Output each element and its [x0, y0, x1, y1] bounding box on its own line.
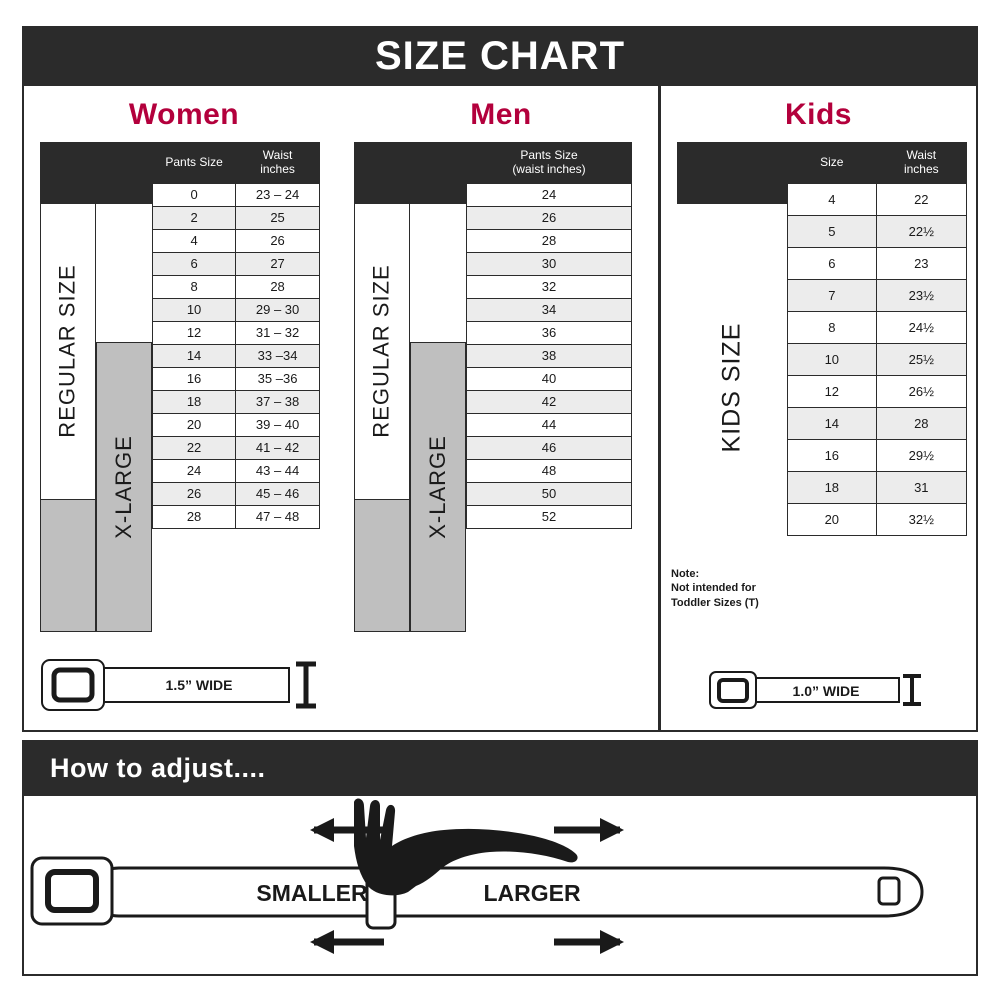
table-row [467, 459, 632, 482]
cell-waist: 35 –36 [236, 367, 320, 390]
cell-size: 18 [153, 390, 236, 413]
kids-note [671, 567, 759, 610]
table-row [153, 183, 320, 206]
cell-size: 50 [467, 482, 632, 505]
cell-waist: 33 –34 [236, 344, 320, 367]
cell-waist: 37 – 38 [236, 390, 320, 413]
table-row [153, 298, 320, 321]
cell-size: 26 [467, 206, 632, 229]
cell-waist: 28 [876, 407, 966, 439]
women-belt-graphic [24, 650, 344, 720]
cell-size: 6 [153, 252, 236, 275]
cell-size: 14 [788, 407, 877, 439]
cell-waist: 23 – 24 [236, 183, 320, 206]
cell-waist: 26 [236, 229, 320, 252]
cell-size: 42 [467, 390, 632, 413]
cell-size: 20 [788, 503, 877, 535]
cell-size: 38 [467, 344, 632, 367]
men-col-pants-line2: (waist inches) [512, 161, 586, 176]
men-regular-size-band [354, 202, 410, 500]
table-row [153, 459, 320, 482]
women-belt-width-label: 1.5” WIDE [165, 677, 233, 693]
belt-end-hole [879, 878, 899, 904]
cell-size: 40 [467, 367, 632, 390]
table-row [788, 215, 967, 247]
table-row [467, 344, 632, 367]
cell-size: 46 [467, 436, 632, 459]
kids-col-waist [876, 143, 966, 184]
table-row [467, 436, 632, 459]
cell-waist: 29½ [876, 439, 966, 471]
page-title: SIZE CHART [375, 33, 625, 78]
arrow-larger-top [554, 818, 624, 842]
size-tables-panel [22, 86, 978, 732]
cell-size: 6 [788, 247, 877, 279]
cell-size: 24 [153, 459, 236, 482]
cell-size: 34 [467, 298, 632, 321]
men-xlarge-label: X-LARGE [425, 435, 450, 539]
cell-size: 48 [467, 459, 632, 482]
kids-col-size: Size [788, 143, 877, 184]
men-table-header-row [467, 143, 632, 184]
kids-belt-width-label: 1.0” WIDE [792, 683, 859, 699]
cell-size: 8 [788, 311, 877, 343]
cell-waist: 22 [876, 183, 966, 215]
women-regular-size-band [40, 202, 96, 500]
table-row [788, 407, 967, 439]
cell-size: 28 [153, 505, 236, 528]
kids-col-waist-line1: Waist [906, 148, 937, 162]
table-row [467, 482, 632, 505]
cell-size: 0 [153, 183, 236, 206]
table-row [153, 482, 320, 505]
table-row [467, 229, 632, 252]
women-col-waist-line2: inches [260, 161, 295, 176]
table-row [467, 390, 632, 413]
table-row [467, 183, 632, 206]
cell-size: 4 [153, 229, 236, 252]
cell-size: 44 [467, 413, 632, 436]
women-header-filler [40, 142, 154, 204]
table-row [153, 367, 320, 390]
cell-size: 36 [467, 321, 632, 344]
kids-size-band [677, 142, 787, 632]
table-row [153, 206, 320, 229]
men-size-table [466, 142, 632, 529]
cell-size: 24 [467, 183, 632, 206]
kids-heading: Kids [784, 98, 852, 131]
table-row [153, 413, 320, 436]
table-row [788, 279, 967, 311]
cell-waist: 32½ [876, 503, 966, 535]
table-row [467, 206, 632, 229]
men-table-body [467, 183, 632, 528]
cell-waist: 43 – 44 [236, 459, 320, 482]
cell-size: 4 [788, 183, 877, 215]
table-row [153, 505, 320, 528]
cell-size: 22 [153, 436, 236, 459]
women-col-waist [236, 143, 320, 184]
cell-waist: 41 – 42 [236, 436, 320, 459]
kids-size-label: KIDS SIZE [717, 322, 746, 452]
smaller-label: SMALLER [256, 880, 368, 906]
how-to-adjust-bar [22, 740, 978, 796]
adjust-diagram [24, 796, 976, 972]
women-size-table [152, 142, 320, 529]
arrow-larger-bottom [554, 930, 624, 954]
cell-size: 7 [788, 279, 877, 311]
cell-waist: 24½ [876, 311, 966, 343]
women-table-body [153, 183, 320, 528]
cell-size: 12 [153, 321, 236, 344]
women-regular-size-label: REGULAR SIZE [55, 264, 80, 438]
kids-table-body [788, 183, 967, 535]
table-row [467, 298, 632, 321]
cell-size: 14 [153, 344, 236, 367]
cell-waist: 25½ [876, 343, 966, 375]
cell-size: 2 [153, 206, 236, 229]
women-xlarge-band [96, 342, 152, 632]
table-row [467, 413, 632, 436]
kids-header-filler [677, 142, 789, 204]
women-heading: Women [128, 98, 240, 131]
table-row [467, 275, 632, 298]
table-row [788, 183, 967, 215]
men-xlarge-backdrop [354, 500, 410, 632]
table-row [788, 471, 967, 503]
women-xlarge-backdrop [40, 500, 96, 632]
table-row [788, 375, 967, 407]
belt-1-5-inch-icon [34, 650, 334, 720]
men-xlarge-band [410, 342, 466, 632]
table-row [788, 247, 967, 279]
cell-size: 5 [788, 215, 877, 247]
women-column [24, 86, 344, 730]
cell-waist: 27 [236, 252, 320, 275]
cell-size: 26 [153, 482, 236, 505]
cell-waist: 29 – 30 [236, 298, 320, 321]
cell-waist: 31 [876, 471, 966, 503]
cell-waist: 47 – 48 [236, 505, 320, 528]
women-table-header-row [153, 143, 320, 184]
table-row [467, 367, 632, 390]
cell-size: 16 [153, 367, 236, 390]
women-col-waist-line1: Waist [262, 148, 293, 162]
cell-size: 20 [153, 413, 236, 436]
table-row [788, 439, 967, 471]
larger-label: LARGER [483, 880, 581, 906]
cell-size: 32 [467, 275, 632, 298]
cell-size: 12 [788, 375, 877, 407]
men-heading: Men [470, 98, 532, 131]
kids-column [658, 86, 976, 730]
arrow-smaller-bottom [310, 930, 384, 954]
cell-size: 10 [788, 343, 877, 375]
cell-waist: 23½ [876, 279, 966, 311]
kids-belt-graphic [661, 660, 976, 720]
table-row [153, 321, 320, 344]
cell-size: 10 [153, 298, 236, 321]
cell-waist: 39 – 40 [236, 413, 320, 436]
buckle-inner [48, 872, 96, 910]
table-row [788, 343, 967, 375]
kids-note-line3: Toddler Sizes (T) [671, 596, 759, 609]
women-xlarge-label: X-LARGE [111, 435, 136, 539]
kids-col-waist-line2: inches [903, 161, 939, 176]
kids-size-table [787, 142, 967, 536]
kids-table-header-row [788, 143, 967, 184]
cell-waist: 22½ [876, 215, 966, 247]
cell-waist: 45 – 46 [236, 482, 320, 505]
kids-note-line1: Note: [671, 568, 700, 581]
table-row [153, 275, 320, 298]
table-row [467, 321, 632, 344]
cell-size: 30 [467, 252, 632, 275]
table-row [788, 503, 967, 535]
cell-waist: 26½ [876, 375, 966, 407]
cell-size: 16 [788, 439, 877, 471]
men-regular-size-label: REGULAR SIZE [369, 264, 394, 438]
cell-size: 18 [788, 471, 877, 503]
cell-waist: 31 – 32 [236, 321, 320, 344]
table-row [153, 252, 320, 275]
page-title-bar [22, 26, 978, 86]
cell-size: 8 [153, 275, 236, 298]
table-row [467, 505, 632, 528]
men-col-pants-line1: Pants Size [520, 148, 578, 162]
how-to-adjust-title: How to adjust.... [50, 752, 266, 783]
men-col-pants-size [467, 143, 632, 184]
cell-waist: 28 [236, 275, 320, 298]
men-header-filler [354, 142, 468, 204]
belt-1-0-inch-icon [704, 660, 934, 720]
how-to-adjust-panel [22, 796, 978, 976]
men-column [344, 86, 658, 730]
table-row [153, 390, 320, 413]
cell-waist: 25 [236, 206, 320, 229]
table-row [153, 229, 320, 252]
kids-note-line2: Not intended for [671, 582, 756, 595]
table-row [788, 311, 967, 343]
cell-waist: 23 [876, 247, 966, 279]
women-col-pants-size: Pants Size [153, 143, 236, 184]
table-row [153, 344, 320, 367]
cell-size: 28 [467, 229, 632, 252]
cell-size: 52 [467, 505, 632, 528]
table-row [153, 436, 320, 459]
table-row [467, 252, 632, 275]
